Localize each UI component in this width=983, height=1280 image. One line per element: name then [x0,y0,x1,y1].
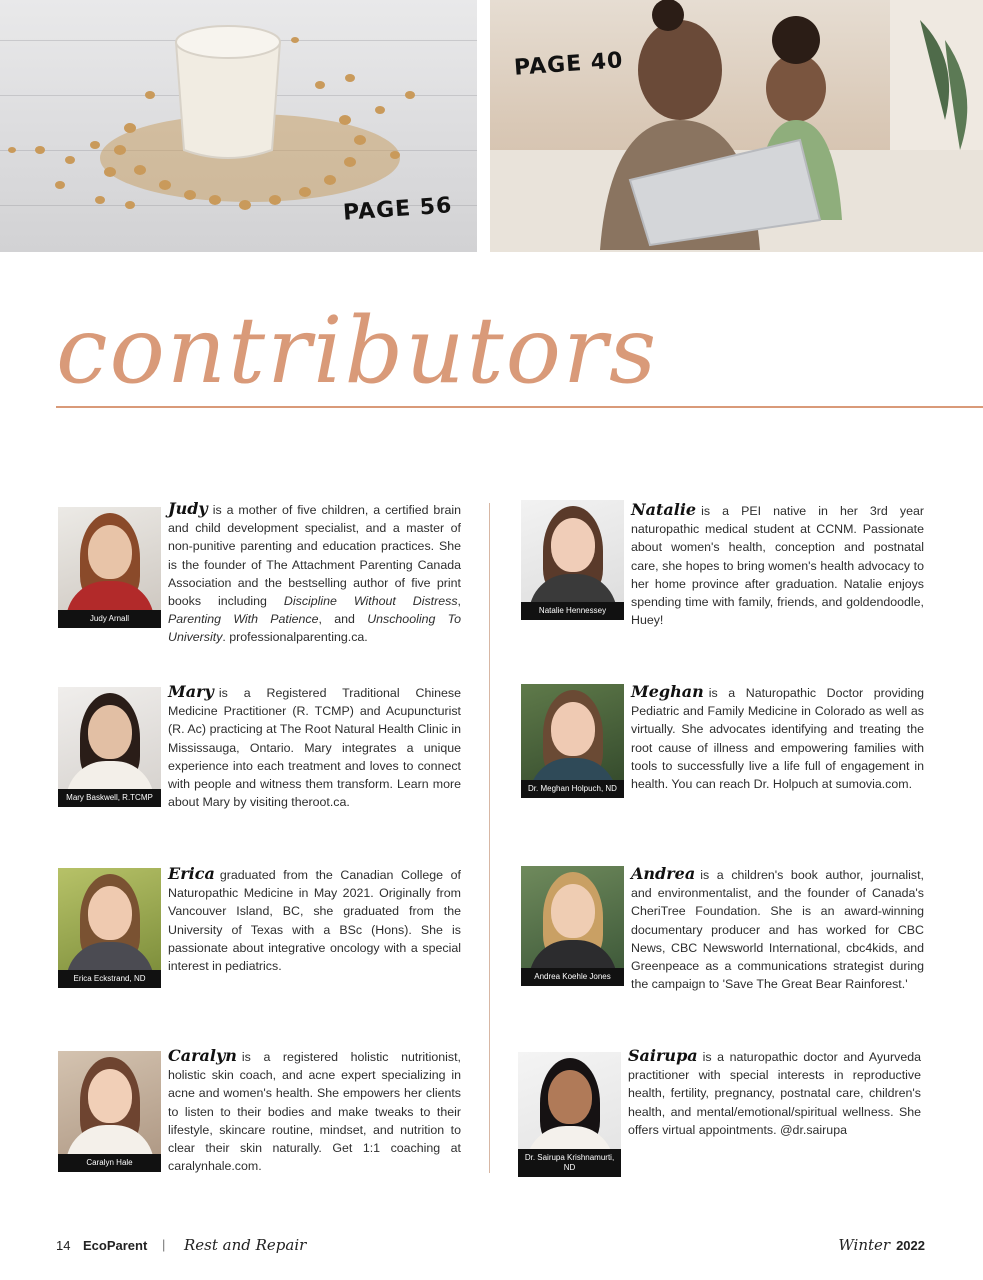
judy-headshot [58,507,161,610]
magazine-name: EcoParent [83,1238,148,1253]
erica-headshot [58,868,161,971]
erica-name: Erica [168,864,215,883]
sairupa-headshot [518,1052,621,1155]
caralyn-caption: Caralyn Hale [58,1154,161,1172]
footer-separator: | [162,1237,166,1252]
page-title: contributors [56,297,659,404]
caralyn-headshot [58,1051,161,1154]
father-daughter-laptop-photo [490,0,983,252]
natalie-caption: Natalie Hennessey [521,602,624,620]
erica-caption: Erica Eckstrand, ND [58,970,161,988]
andrea-caption: Andrea Koehle Jones [521,968,624,986]
title-underline [56,406,983,408]
erica-bio: Erica graduated from the Canadian College of Naturopathic Medicine in May 2021. Originally from Vancouver Island, BC, she graduated from the University of Texas with a BSc (Hons). She is passionate about integrative oncology with a special interest in pediatrics. [168,864,461,974]
mary-caption: Mary Baskwell, R.TCMP [58,789,161,807]
page-56-tag: PAGE 56 [342,193,454,226]
meghan-bio: Meghan is a Naturopathic Doctor providing Pediatric and Family Medicine in Colorado as well as virtually. She advocates identifying and treating the root cause of illness and empowering families with tools to successfully live a life full of engagement in health. You can reach Dr. Holpuch at sumovia.com. [631,682,924,792]
issue-year: 2022 [896,1238,925,1253]
meghan-name: Meghan [631,682,704,701]
meghan-caption: Dr. Meghan Holpuch, ND [521,780,624,798]
sairupa-bio: Sairupa is a naturopathic doctor and Ayurveda practitioner with special interests in reproductive health, fertility, pregnancy, postnatal care, children's health, and mental/emotional/spiritual wellness. She offers virtual appointments. @dr.sairupa [628,1046,921,1137]
page-40-tag: PAGE 40 [513,48,625,81]
judy-caption: Judy Arnall [58,610,161,628]
mary-bio: Mary is a Registered Traditional Chinese Medicine Practitioner (R. TCMP) and Acupuncturist (R. Ac) practicing at The Root Natural Health Clinic in Mississauga, Ontario. Mary integrates a unique experience into each treatment and loves to connect with people and witness them transform. Learn more about Mary by visiting theroot.ca. [168,682,461,810]
sairupa-name: Sairupa [628,1046,698,1065]
judy-bio: Judy is a mother of five children, a certified brain and child development specialist, and a master of non-punitive parenting and education practices. She is the founder of The Attachment Parenting Canada Association and the bestselling author of five print books including Discipline Without Distress, Parenting With Patience, and Unschooling To University. professionalparenting.ca. [168,499,461,645]
caralyn-bio: Caralyn is a registered holistic nutritionist, holistic skin coach, and acne expert specializing in acne and women's health. She empowers her clients to listen to their bodies and make tweaks to their lifestyle, skincare routine, mindset, and nutrition to clear their skin naturally. Get 1:1 coaching at caralynhale.com. [168,1046,461,1174]
andrea-headshot [521,866,624,969]
issue-season: Winter [838,1236,891,1254]
soy-milk-photo [0,0,477,252]
mary-name: Mary [168,682,214,701]
meghan-headshot [521,684,624,787]
andrea-bio: Andrea is a children's book author, journalist, and environmentalist, and the founder of Canada's CheriTree Foundation. She is an award-winning documentary producer and has worked for CBC News, CBC Newsworld International, cbc4kids, and Greenpeace as a communications strategist during the campaign to 'Save The Great Bear Rainforest.' [631,864,924,992]
natalie-headshot [521,500,624,603]
mary-headshot [58,687,161,790]
judy-name: Judy [168,499,208,518]
issue-label [838,1236,925,1254]
natalie-bio: Natalie is a PEI native in her 3rd year naturopathic medical student at CCNM. Passionate about women's health, conception and postnatal care, she hopes to bring women's health advocacy to her home province after graduation. Natalie enjoys spending time with family, friends, and goldendoodle, Huey! [631,500,924,628]
caralyn-name: Caralyn [168,1046,237,1065]
column-divider [489,503,490,1173]
page-number: 14 [56,1238,71,1253]
family-illustration [490,0,983,252]
natalie-name: Natalie [631,500,697,519]
andrea-name: Andrea [631,864,696,883]
sairupa-caption: Dr. Sairupa Krishnamurti, ND [518,1149,621,1177]
section-name: Rest and Repair [184,1236,307,1254]
page-footer [56,1236,925,1256]
